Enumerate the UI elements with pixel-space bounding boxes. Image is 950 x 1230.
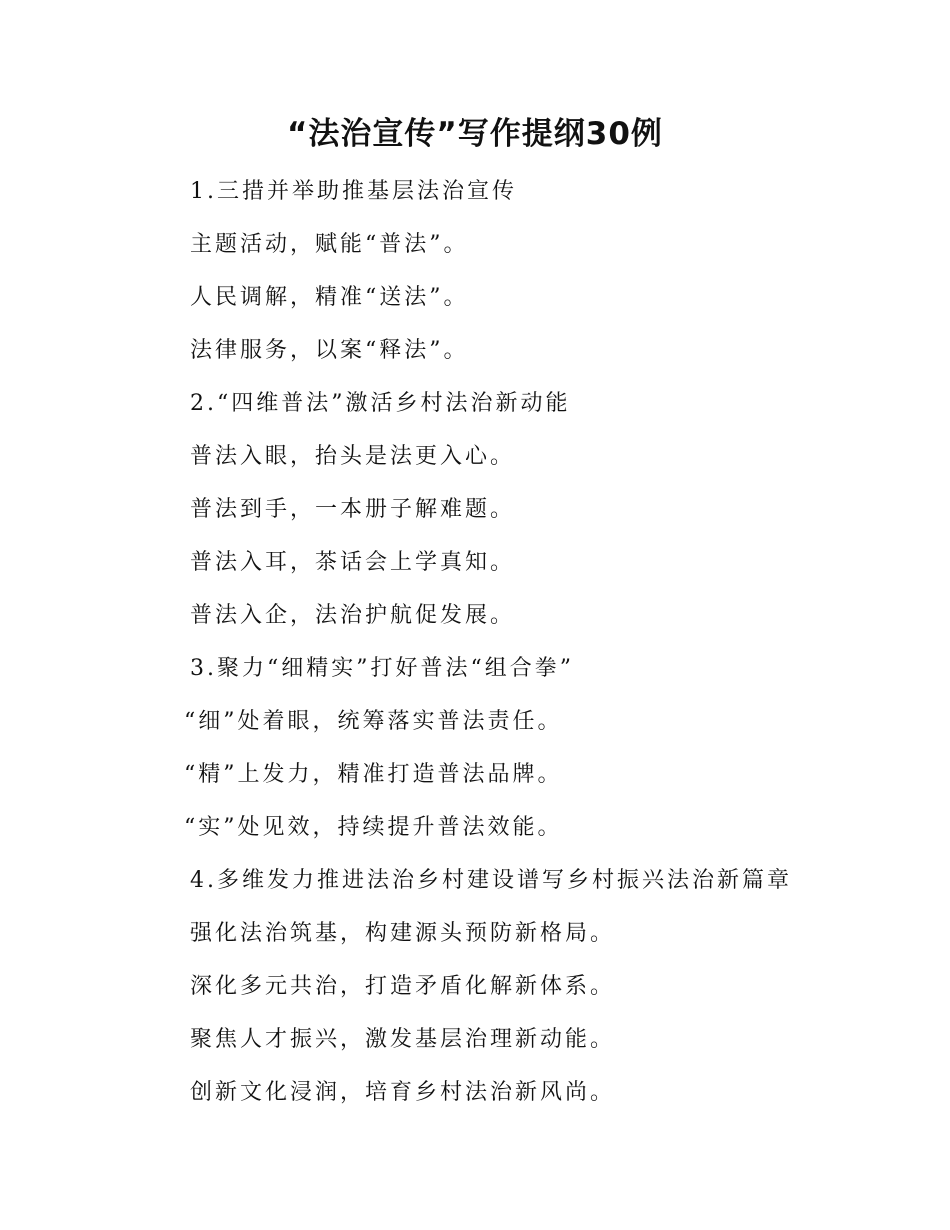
- section-heading: 2.“四维普法”激活乡村法治新动能: [190, 391, 571, 416]
- outline-body: [184, 170, 910, 1124]
- section-heading: 3.聚力“细精实”打好普法“组合拳”: [190, 656, 574, 681]
- outline-point: 深化多元共治，打造矛盾化解新体系。: [190, 974, 616, 999]
- section-heading: 1.三措并举助推基层法治宣传: [190, 179, 517, 204]
- outline-point: “细”处着眼，统筹落实普法责任。: [184, 709, 563, 734]
- outline-point: 聚焦人才振兴，激发基层治理新动能。: [190, 1027, 616, 1052]
- document-title: “法治宣传”写作提纲30例: [287, 116, 663, 152]
- section-heading: 4.多维发力推进法治乡村建设谱写乡村振兴法治新篇章: [190, 868, 792, 893]
- outline-point: “精”上发力，精准打造普法品牌。: [184, 762, 563, 787]
- outline-point: 普法入耳，茶话会上学真知。: [190, 550, 516, 575]
- outline-point: 普法入眼，抬头是法更入心。: [190, 444, 516, 469]
- outline-point: “实”处见效，持续提升普法效能。: [184, 815, 563, 840]
- outline-point: 创新文化浸润，培育乡村法治新风尚。: [190, 1080, 616, 1105]
- outline-point: 人民调解，精准“送法”。: [190, 285, 469, 310]
- outline-point: 法律服务，以案“释法”。: [190, 338, 469, 363]
- outline-point: 主题活动，赋能“普法”。: [190, 232, 469, 257]
- outline-point: 普法到手，一本册子解难题。: [190, 497, 516, 522]
- outline-point: 普法入企，法治护航促发展。: [190, 603, 516, 628]
- outline-point: 强化法治筑基，构建源头预防新格局。: [190, 921, 616, 946]
